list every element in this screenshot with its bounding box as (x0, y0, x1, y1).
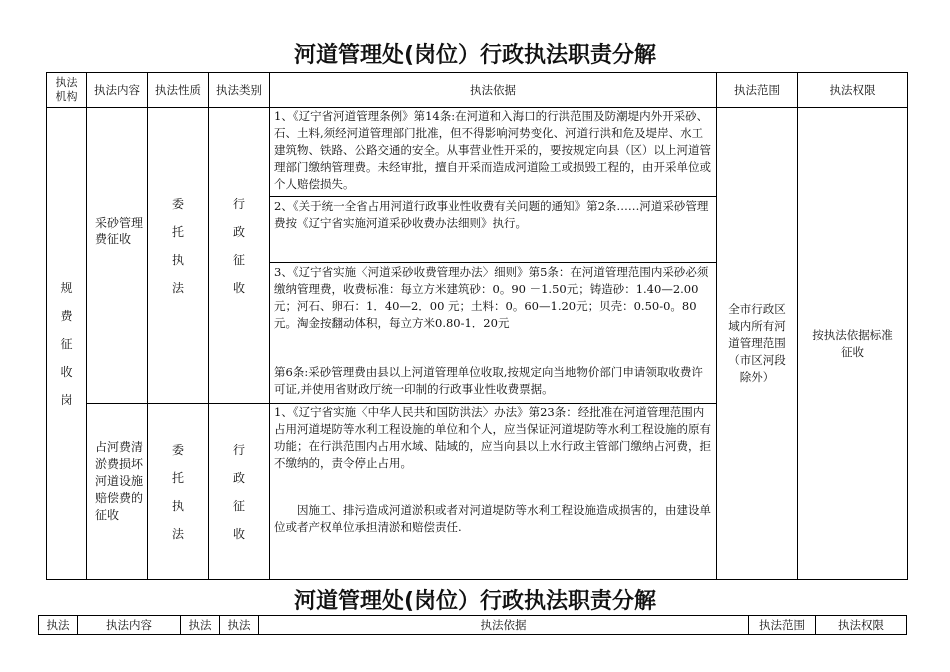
header2-basis: 执法依据 (258, 615, 749, 635)
basis-paragraph: 2、《关于统一全省占用河道行政事业性收费有关问题的通知》第2条……河道采砂管理费按《辽宁省实施河道采砂收费办法细则》执行。 (274, 199, 709, 230)
header2-authority: 执法权限 (815, 615, 907, 635)
header-authority: 执法权限 (797, 72, 908, 108)
category-char: 行 (232, 196, 245, 211)
category-char: 政 (232, 224, 245, 239)
basis-paragraph: 1、《辽宁省河道管理条例》第14条:在河道和入海口的行洪范围及防潮堤内外开采砂、石、土料,须经河道管理部门批准，但不得影响河势变化、河道行洪和危及堤岸、水工建筑物、铁路、公路交通的安全。从事营业性开采的，要按规定向县（区）以上河道管理部门缴纳管理费。未经审批，擅自开采而造成河道险工或损毁工程的，由开采单位或个人赔偿损失。 (274, 109, 711, 191)
authority-text: 按执法依据标准征收 (812, 327, 893, 359)
basis-paragraph: 因施工、排污造成河道淤积或者对河道堤防等水利工程设施造成损害的，由建设单位或者产权单位承担清淤和赔偿责任. (274, 503, 711, 534)
org-char: 收 (60, 364, 73, 379)
scope-text: 全市行政区域内所有河道管理范围（市区河段除外） (728, 302, 786, 384)
org-char: 规 (60, 280, 73, 295)
nature-char: 托 (171, 224, 184, 239)
header2-org: 执法 (38, 615, 78, 635)
org-char: 费 (60, 308, 73, 323)
row2-content (86, 403, 148, 580)
nature-char: 委 (171, 442, 184, 457)
nature-char: 执 (171, 252, 184, 267)
header-org: 执法机构 (46, 72, 87, 108)
row1-content (86, 107, 148, 404)
header-content: 执法内容 (86, 72, 148, 108)
nature-char: 托 (171, 470, 184, 485)
header2-content: 执法内容 (77, 615, 181, 635)
header2-scope: 执法范围 (748, 615, 816, 635)
nature-char: 法 (171, 280, 184, 295)
row2-nature (147, 403, 209, 580)
nature-char: 执 (171, 498, 184, 513)
row1-content-text: 采砂管理费征收 (95, 215, 144, 246)
org-char: 征 (60, 336, 73, 351)
page-title-2: 河道管理处(岗位）行政执法职责分解 (293, 589, 657, 614)
header-category: 执法类别 (208, 72, 270, 108)
category-char: 行 (232, 442, 245, 457)
header-basis: 执法依据 (269, 72, 717, 108)
header2-nature: 执法 (180, 615, 220, 635)
category-char: 收 (232, 526, 245, 541)
page-title: 河道管理处(岗位）行政执法职责分解 (293, 43, 657, 68)
header-nature: 执法性质 (147, 72, 209, 108)
basis-paragraph: 1、《辽宁省实施〈中华人民共和国防洪法〉办法》第23条：经批准在河道管理范围内占用河道堤防等水利工程设施的单位和个人，应当保证河道堤防等水利工程设施的原有功能；在行洪范围内占用水域、陆域的，应当向县以上水行政主管部门缴纳占河费，拒不缴纳的，责令停止占用。 (274, 405, 711, 470)
row1-nature (147, 107, 209, 404)
scope-cell (716, 107, 798, 580)
row2-category (208, 403, 270, 580)
category-char: 征 (232, 498, 245, 513)
divider (270, 262, 716, 263)
category-char: 征 (232, 252, 245, 267)
category-char: 收 (232, 280, 245, 295)
header-scope: 执法范围 (716, 72, 798, 108)
header2-category: 执法 (219, 615, 259, 635)
category-char: 政 (232, 470, 245, 485)
row1-category (208, 107, 270, 404)
nature-char: 委 (171, 196, 184, 211)
org-char: 岗 (60, 392, 73, 407)
row2-content-text: 占河费清淤费损坏河道设施赔偿费的征收 (95, 440, 144, 522)
nature-char: 法 (171, 526, 184, 541)
basis-paragraph: 3、《辽宁省实施〈河道采砂收费管理办法〉细则》第5条：在河道管理范围内采砂必须缴纳管理费，收费标准：每立方米建筑砂：0。90 －1.50元；铸造砂：1.40—2.00元；河石、卵石：1．40—2．00 元；土料：0。60—1.20元；贝壳：0.50-0。80元。淘金按翻动体积，每立方米0.80-1．20元 (274, 265, 709, 330)
basis-paragraph: 第6条:采砂管理费由县以上河道管理单位收取,按规定向当地物价部门申请领取收费许可证,并使用省财政厅统一印制的行政事业性收费票据。 (274, 365, 703, 396)
authority-cell (797, 107, 908, 580)
org-cell (46, 107, 87, 580)
divider (270, 196, 716, 197)
